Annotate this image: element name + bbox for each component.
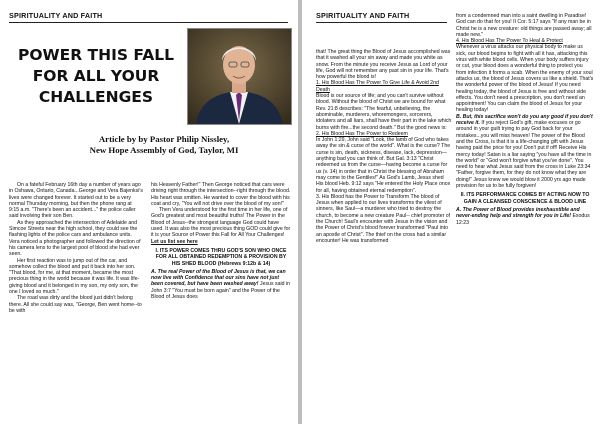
paragraph: Blood is our source of life; and you can't survive without blood. Without the blood of Christ we are bound for what Rev. 21:8 describes: "The fearful, unbelieving, the abominable, murderers, whoremongers, sorcerers, idolaters and all liars, shall have their part in the lake which burns with fire...the second death." But the good news is:: [316, 93, 452, 131]
cta-link[interactable]: Let us list see here: [151, 238, 198, 245]
paragraph: On a fateful February 16th day a number of years ago in Oshawa, Ontario, Canada...George and Vera Bajenksi's lives were changed forever. It started out to be a very normal Thursday morning, but then the phone rang at 9:15 a.m. "There's been an accident..." the police caller said involving their son Ben.: [9, 182, 143, 220]
section-header: SPIRITUALITY AND FAITH: [316, 11, 410, 20]
paragraph: Her first reaction was to jump out of the car, and somehow collect the blood and put it back into her son. "That blood, for me, at that moment, became the most precious thing in the world because it was life. It was life-giving blood and it belonged in my son, my only son, the one I loved so much.": [9, 257, 140, 296]
point-a2-lead: A. The Power of Blood provides inexhaustible and never-ending help and strength for you in Life!: [456, 206, 580, 220]
paragraph: that! The great thing the Blood of Jesus accomplished was that it washed all your sin away and made you white as snow. From the minute you receive Jesus as Lord of your life, God will not remember any past sin in your life. That's how powerful the blood is!: [316, 49, 451, 81]
section-heading-2: II. ITS PERFORMANCE COMES BY ACTING NOW TO GAIN A CLEANSED CONSCIENCE & BLOOD LINE: [460, 192, 590, 205]
section-heading-1: I. ITS POWER COMES THRU GOD'S SON WHO ONCE FOR ALL OBTAINED REDEMPTION & PROVISION BY HIS SHED BLOOD (Hebrews 9:12b & 14): [155, 247, 287, 267]
headline-line-3: CHALLENGES: [38, 88, 154, 106]
article-headline: [8, 45, 184, 108]
paragraph: As they approached the intersection of Adelaide and Simcoe Streets near the high school, they could see the flashing lights of the police cars and ambulance units. Vera noticed a photographer and followed the direction of his camera lens to the largest pool of blood she had ever seen.: [9, 219, 141, 258]
paragraph: his Heavenly Father!" Then George noticed that cars were driving right through the intersection--right through the blood. His heart was smitten. He wanted to cover the blood with his coat and cry, "You will not drive over the blood of my son!": [151, 182, 291, 207]
portrait-icon: [188, 29, 291, 124]
header-divider: [316, 22, 447, 23]
point-a-text: Jesus said in John 3:7 "You must be born again" and the Power of the Blood of Jesus does: [151, 281, 290, 301]
byline-church: New Hope Assembly of God, Taylor, MI: [89, 145, 239, 155]
author-photo: [187, 28, 292, 125]
subheading-1: 1. His Blood Has The Power To Give Life & Avoid 2nd Death: [316, 80, 439, 93]
article-byline: [40, 134, 288, 156]
paragraph: Whenever a virus attacks our physical body to make us sick, our blood begins to fight with all it has, attacking this virus with white blood cells. When your body suffers injury or cut, your blood does a wonderful thing to protect you from infection it forms a scab. When the enemy of your soul attacks us, the blood of Jesus covers us like a shield. That's the wonderful power of the blood of Jesus! If you need healing today, the blood of Jesus is free and without side effects. You don't need a prescription, you don't need an appointment! You can claim the blood of Jesus for your healing today!: [456, 44, 594, 114]
point-a2-ref: Exodus 12:23: [456, 213, 590, 226]
subheading-4: 4. His Blood Has The Power To Heal & Protect: [456, 38, 563, 45]
paragraph: 3. His Blood has the Power to Transform The blood of Jesus when applied to our lives transforms the vilest of sinners, like Saul—a murderer who tried to destroy the church, to become a new creature Paul-- chief promoter of the Church! Saul's encounter with Jesus in the vision and the Power of Christ's blood forever transformed "Paul into an apostle of Christ". The thief on the cross had a similar encounter! He was transformed: [316, 193, 451, 244]
point-b-text: If you reject God's gift, make excuses or go around in your guilt trying to pay God back for your mistakes...you will miss heaven! The power of the Blood and the Cross, is that it is a life-changing gift with Jesus having paid the price for you! Don't put if off! Receive His mercy today! Satan is a liar saying "you have all the time in the world" or "God won't forgive what you've done". You need to hear what Jesus said from the cross in Luke 23:34 "Father, forgive them, for they do not know what they are doing!" Jesus knew we would blow it 2000 yrs ago made provision for us to be fully forgiven!: [456, 120, 592, 190]
point-a: [151, 269, 291, 300]
left-page: [0, 0, 298, 424]
right-page: [302, 0, 600, 424]
call-to-action: [151, 239, 291, 245]
left-column-2: [151, 182, 291, 300]
point-b-lead: B. But, this sacrifice won't do you any good if you don't receive it.: [456, 113, 593, 127]
left-column-1: [9, 182, 143, 314]
headline-line-1: POWER THIS FALL: [18, 46, 174, 64]
header-divider: [9, 22, 288, 23]
byline-author: Article by by Pastor Philip Nissley,: [98, 134, 230, 144]
point-a-lead: A. The real Power of the Blood of Jesus is that, we can now live with Confidence that our sins have not just been covered, but have been washed away!: [151, 268, 286, 288]
paragraph: from a condemned man into a saint dwelling in Paradise! God can do that for you! II Cor. 5:17 says "If any man be in Christ he is a new creature: old things are passed away; all made new.": [456, 13, 592, 38]
paragraph: The road was dirty and the blood just didn't belong there. All she could say was, "George, Ben went home--to be with: [9, 295, 142, 314]
point-a2: [456, 207, 594, 226]
right-column-1: [316, 49, 452, 244]
right-column-2: [456, 13, 594, 226]
paragraph: In John 1:29, John said "Look, the lamb of God who takes away the sin & curse of the world". What is the curse? The curse is sin, death, sickness, disease, lack, depression—anything bad you can think of. But Gal. 3:13 "Christ redeemed us from the curse—having become a curse for us (v. 14) in order that in Christ the blessing of Abraham may come to the Gentiles!" As God's Lamb, Jesus shed His blood Heb. 9:12 says "He entered the Holy Place once for all, having obtained eternal redemption".: [316, 137, 451, 194]
subheading-2: 2. His Blood Has The Power to Redeem: [316, 130, 408, 137]
headline-line-2: FOR ALL YOUR: [32, 67, 160, 85]
section-header: SPIRITUALITY AND FAITH: [9, 11, 103, 20]
paragraph: Then Vera understood for the first time in her life, one of God's greatest and most beautiful truths! The Power in the Blood of Jesus--the strongest language God could have used. It was also the most precious thing GOD could give for it is your Source of Power this Fall for All Your Challenges!: [151, 207, 291, 239]
point-b: [456, 114, 594, 190]
